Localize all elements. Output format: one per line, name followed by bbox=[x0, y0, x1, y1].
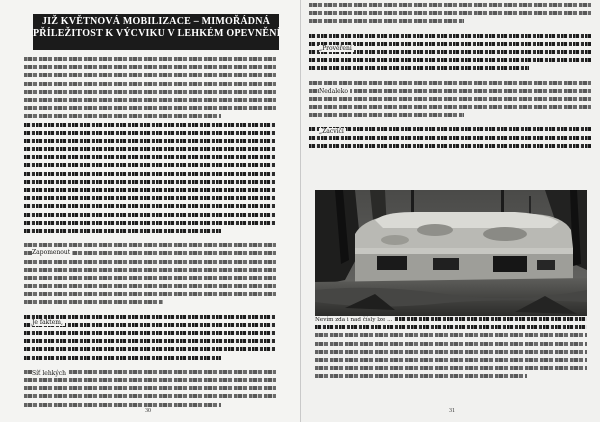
text-line-ink bbox=[24, 386, 276, 390]
text-line bbox=[24, 275, 276, 281]
text-line-ink bbox=[24, 292, 276, 296]
text-line-ink bbox=[315, 325, 587, 329]
text-line bbox=[24, 385, 276, 391]
chapter-heading bbox=[33, 14, 279, 50]
text-line bbox=[309, 126, 591, 132]
text-line-ink bbox=[24, 114, 221, 118]
text-line-ink bbox=[309, 34, 591, 38]
left-para-3-start: Zapomenout bbox=[32, 249, 71, 256]
text-line bbox=[24, 259, 276, 265]
text-line-ink bbox=[24, 339, 276, 343]
text-line-ink bbox=[309, 11, 591, 15]
text-line-ink bbox=[309, 113, 464, 117]
text-line bbox=[315, 373, 587, 379]
text-line-ink bbox=[24, 73, 276, 77]
text-line-ink bbox=[315, 350, 587, 354]
text-line-ink bbox=[24, 284, 276, 288]
text-line bbox=[315, 357, 587, 363]
text-line bbox=[24, 195, 276, 201]
text-line bbox=[24, 220, 276, 226]
photo-caption bbox=[315, 316, 587, 382]
text-line-ink bbox=[24, 180, 276, 184]
text-line-ink bbox=[24, 90, 276, 94]
text-line bbox=[315, 341, 587, 347]
text-line-ink bbox=[24, 123, 276, 127]
text-line bbox=[24, 228, 276, 234]
text-line-ink bbox=[24, 172, 276, 176]
text-line bbox=[24, 56, 276, 62]
text-line-ink bbox=[315, 374, 527, 378]
text-line bbox=[24, 346, 276, 352]
text-line bbox=[315, 324, 587, 330]
text-line-ink bbox=[24, 243, 276, 247]
bunker-structure bbox=[355, 212, 573, 282]
text-line-ink bbox=[24, 204, 276, 208]
text-line bbox=[309, 104, 591, 110]
text-line bbox=[309, 96, 591, 102]
text-line-ink bbox=[309, 3, 591, 7]
text-line bbox=[24, 212, 276, 218]
text-line-ink bbox=[24, 57, 276, 61]
text-line bbox=[309, 18, 591, 24]
text-line bbox=[24, 402, 276, 408]
right-para-2-start: Nedaleko bbox=[319, 88, 348, 95]
right-page bbox=[300, 0, 600, 422]
text-line bbox=[24, 299, 276, 305]
embrasure-left bbox=[377, 256, 407, 270]
text-line-ink bbox=[24, 106, 276, 110]
text-line bbox=[24, 283, 276, 289]
text-line bbox=[309, 10, 591, 16]
text-line-ink bbox=[24, 147, 276, 151]
text-line-ink bbox=[24, 65, 276, 69]
text-line-ink bbox=[24, 82, 276, 86]
text-line-ink bbox=[309, 66, 529, 70]
text-line bbox=[24, 179, 276, 185]
text-line-ink bbox=[24, 213, 276, 217]
embrasure-right bbox=[493, 256, 527, 272]
text-line bbox=[309, 143, 591, 149]
text-line-ink bbox=[309, 58, 591, 62]
text-line bbox=[24, 105, 276, 111]
text-line-ink bbox=[24, 229, 221, 233]
text-line bbox=[309, 33, 591, 39]
embrasure-center bbox=[433, 258, 459, 270]
text-line-ink bbox=[315, 342, 587, 346]
text-line bbox=[24, 89, 276, 95]
text-line bbox=[24, 338, 276, 344]
text-line bbox=[24, 97, 276, 103]
text-line-ink bbox=[24, 276, 276, 280]
text-line bbox=[309, 88, 591, 94]
text-line bbox=[24, 187, 276, 193]
text-line bbox=[24, 130, 276, 136]
text-line-ink bbox=[309, 144, 591, 148]
left-text-column bbox=[24, 56, 276, 410]
right-para-1-start: „Prověření bbox=[319, 45, 352, 52]
text-line-ink bbox=[24, 155, 276, 159]
left-para-4-start: Je faktem, bbox=[32, 319, 63, 326]
text-line-ink bbox=[24, 268, 276, 272]
text-line bbox=[24, 154, 276, 160]
text-line bbox=[24, 377, 276, 383]
text-line bbox=[309, 80, 591, 86]
right-page-number: 31 bbox=[449, 408, 455, 414]
text-line bbox=[24, 171, 276, 177]
right-para-3-start: „Zacvičí bbox=[319, 128, 344, 135]
text-line bbox=[24, 355, 276, 361]
text-line-ink bbox=[24, 196, 276, 200]
text-line-ink bbox=[315, 333, 587, 337]
text-line-ink bbox=[309, 81, 591, 85]
heading-line-1: JIŽ KVĚTNOVÁ MOBILIZACE – MIMOŘÁDNÁ bbox=[41, 16, 271, 27]
text-line-ink bbox=[24, 347, 276, 351]
text-line bbox=[24, 330, 276, 336]
text-line-ink bbox=[315, 366, 587, 370]
text-line-ink bbox=[315, 358, 587, 362]
text-line bbox=[315, 332, 587, 338]
text-line-ink bbox=[24, 394, 276, 398]
text-line bbox=[309, 2, 591, 8]
text-line-ink bbox=[24, 188, 276, 192]
text-line-ink bbox=[309, 19, 464, 23]
text-line-ink bbox=[24, 403, 221, 407]
text-line-ink bbox=[309, 136, 591, 140]
bunker-photo bbox=[315, 190, 587, 316]
heading-line-2: PŘÍLEŽITOST K VÝCVIKU V LEHKÉM OPEVNĚNÍ bbox=[33, 28, 281, 39]
text-line bbox=[24, 64, 276, 70]
text-line bbox=[309, 112, 591, 118]
text-line-ink bbox=[24, 300, 163, 304]
text-line bbox=[24, 81, 276, 87]
text-line-ink bbox=[24, 356, 221, 360]
text-line bbox=[24, 72, 276, 78]
text-line-ink bbox=[24, 98, 276, 102]
caption-start: Nevím zda i nad čísly lze ... bbox=[315, 317, 393, 323]
text-line bbox=[24, 203, 276, 209]
text-line bbox=[309, 65, 591, 71]
right-text-top bbox=[309, 2, 591, 151]
text-line bbox=[315, 365, 587, 371]
text-line bbox=[315, 349, 587, 355]
left-page-number: 30 bbox=[145, 408, 151, 414]
text-line bbox=[24, 162, 276, 168]
text-line bbox=[24, 393, 276, 399]
text-line-ink bbox=[24, 221, 276, 225]
left-para-5-start: Síť lehkých bbox=[32, 370, 66, 377]
text-line bbox=[24, 122, 276, 128]
text-line-ink bbox=[24, 139, 276, 143]
text-line-ink bbox=[309, 97, 591, 101]
text-line-ink bbox=[24, 331, 276, 335]
text-line bbox=[24, 242, 276, 248]
text-line bbox=[24, 291, 276, 297]
text-line bbox=[24, 138, 276, 144]
text-line-ink bbox=[24, 163, 276, 167]
text-line bbox=[309, 57, 591, 63]
text-line-ink bbox=[24, 260, 276, 264]
text-line bbox=[309, 135, 591, 141]
text-line bbox=[24, 146, 276, 152]
text-line bbox=[24, 267, 276, 273]
text-line bbox=[24, 113, 276, 119]
text-line-ink bbox=[309, 127, 591, 131]
text-line-ink bbox=[309, 105, 591, 109]
text-line-ink bbox=[24, 378, 276, 382]
text-line-ink bbox=[24, 131, 276, 135]
text-line-ink bbox=[309, 89, 591, 93]
